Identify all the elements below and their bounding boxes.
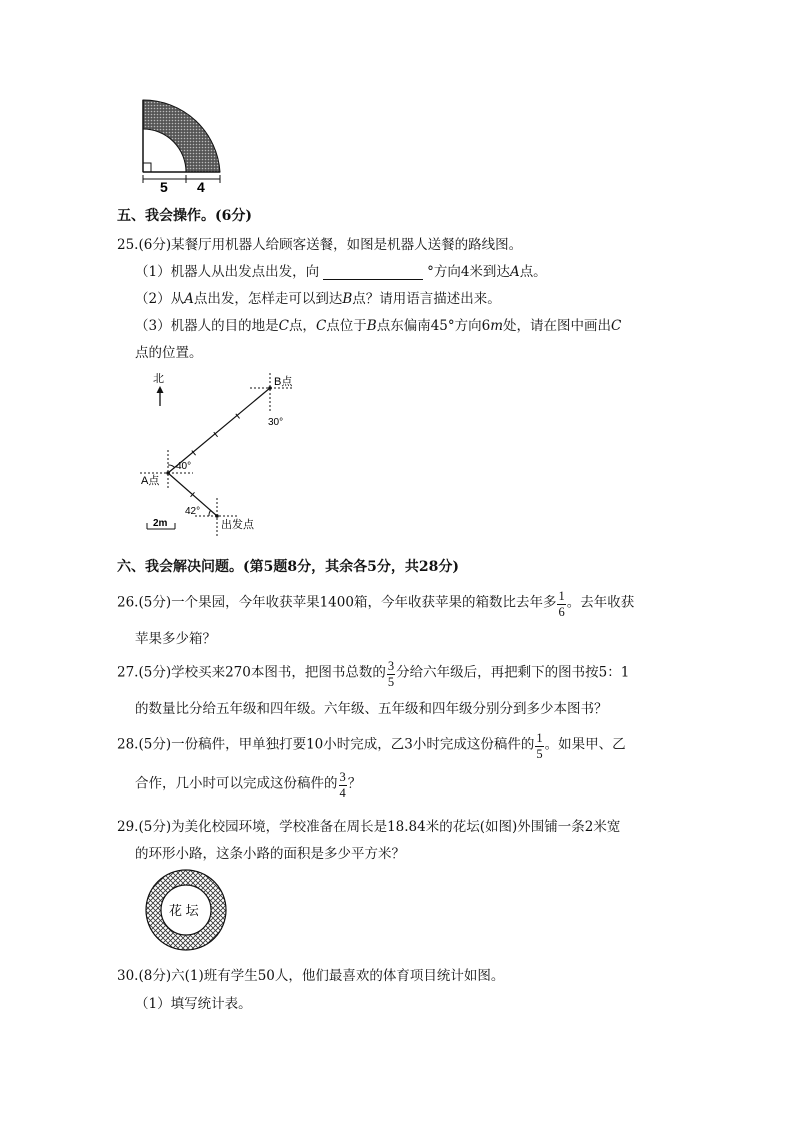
q25-part3-line2: 点的位置。 (135, 345, 203, 361)
q25-part1: （1）机器人从出发点出发，向 °方向4米到达A点。 (135, 264, 547, 280)
q26-line1: 26.(5分)一个果园，今年收获苹果1400箱，今年收获苹果的箱数比去年多 $\frac{1}{6}$ 。去年收获 (117, 589, 635, 619)
section-5-title: 五、我会操作。(6分) (117, 208, 252, 224)
angle-b-label: 30° (268, 417, 284, 428)
q30-part1: （1）填写统计表。 (135, 996, 252, 1012)
route-map (135, 368, 305, 538)
q28-line2: 合作，几小时可以完成这份稿件的 $\frac{3}{4}$ ？ (135, 770, 362, 800)
answer-blank[interactable] (323, 266, 423, 280)
angle-a-label: 40° (176, 461, 192, 472)
q30-line1: 30.(8分)六(1)班有学生50人，他们最喜欢的体育项目统计如图。 (117, 968, 505, 984)
shaded-ring (143, 100, 220, 172)
fraction: $\frac{3}{4}$ (339, 770, 346, 800)
flowerbed-figure (138, 868, 234, 952)
north-arrow-icon (157, 386, 164, 393)
section-6-title: 六、我会解决问题。(第5题8分，其余各5分，共28分) (117, 559, 459, 575)
scale-label: 2m (153, 518, 168, 529)
q25-part3: （3）机器人的目的地是C点，C点位于B点东偏南45°方向6m处，请在图中画出C (135, 318, 622, 334)
angle-start-label: 42° (185, 506, 201, 517)
q27-line2: 的数量比分给五年级和四年级。六年级、五年级和四年级分别分到多少本图书？ (135, 701, 608, 717)
q26-line2: 苹果多少箱？ (135, 631, 216, 647)
annulus-figure (138, 95, 228, 195)
dim-label-5: 5 (160, 179, 168, 195)
start-point-label: 出发点 (221, 519, 254, 531)
q27-line1: 27.(5分)学校买来270本图书，把图书总数的 $\frac{3}{5}$ 分给六年级后，再把剩下的图书按5：1 (117, 659, 630, 689)
q25-stem: 25.(6分)某餐厅用机器人给顾客送餐，如图是机器人送餐的路线图。 (117, 237, 523, 253)
fraction: $\frac{1}{6}$ (558, 589, 565, 619)
fraction: $\frac{3}{5}$ (387, 659, 395, 689)
flowerbed-label: 花 坛 (169, 903, 199, 918)
dim-label-4: 4 (197, 179, 205, 195)
q25-part2: （2）从A点出发，怎样走可以到达B点？请用语言描述出来。 (135, 291, 501, 307)
q29-line1: 29.(5分)为美化校园环境，学校准备在周长是18.84米的花坛(如图)外围铺一条2米宽 (117, 819, 621, 835)
route-a-to-b (168, 388, 270, 473)
north-label: 北 (153, 373, 164, 385)
point-a-label: A点 (141, 475, 160, 487)
q29-line2: 的环形小路，这条小路的面积是多少平方米？ (135, 846, 405, 862)
q28-line1: 28.(5分)一份稿件，甲单独打要10小时完成，乙3小时完成这份稿件的 $\frac{1}{5}$ 。如果甲、乙 (117, 731, 626, 761)
point-b-label: B点 (274, 376, 293, 388)
fraction: $\frac{1}{5}$ (536, 731, 543, 761)
